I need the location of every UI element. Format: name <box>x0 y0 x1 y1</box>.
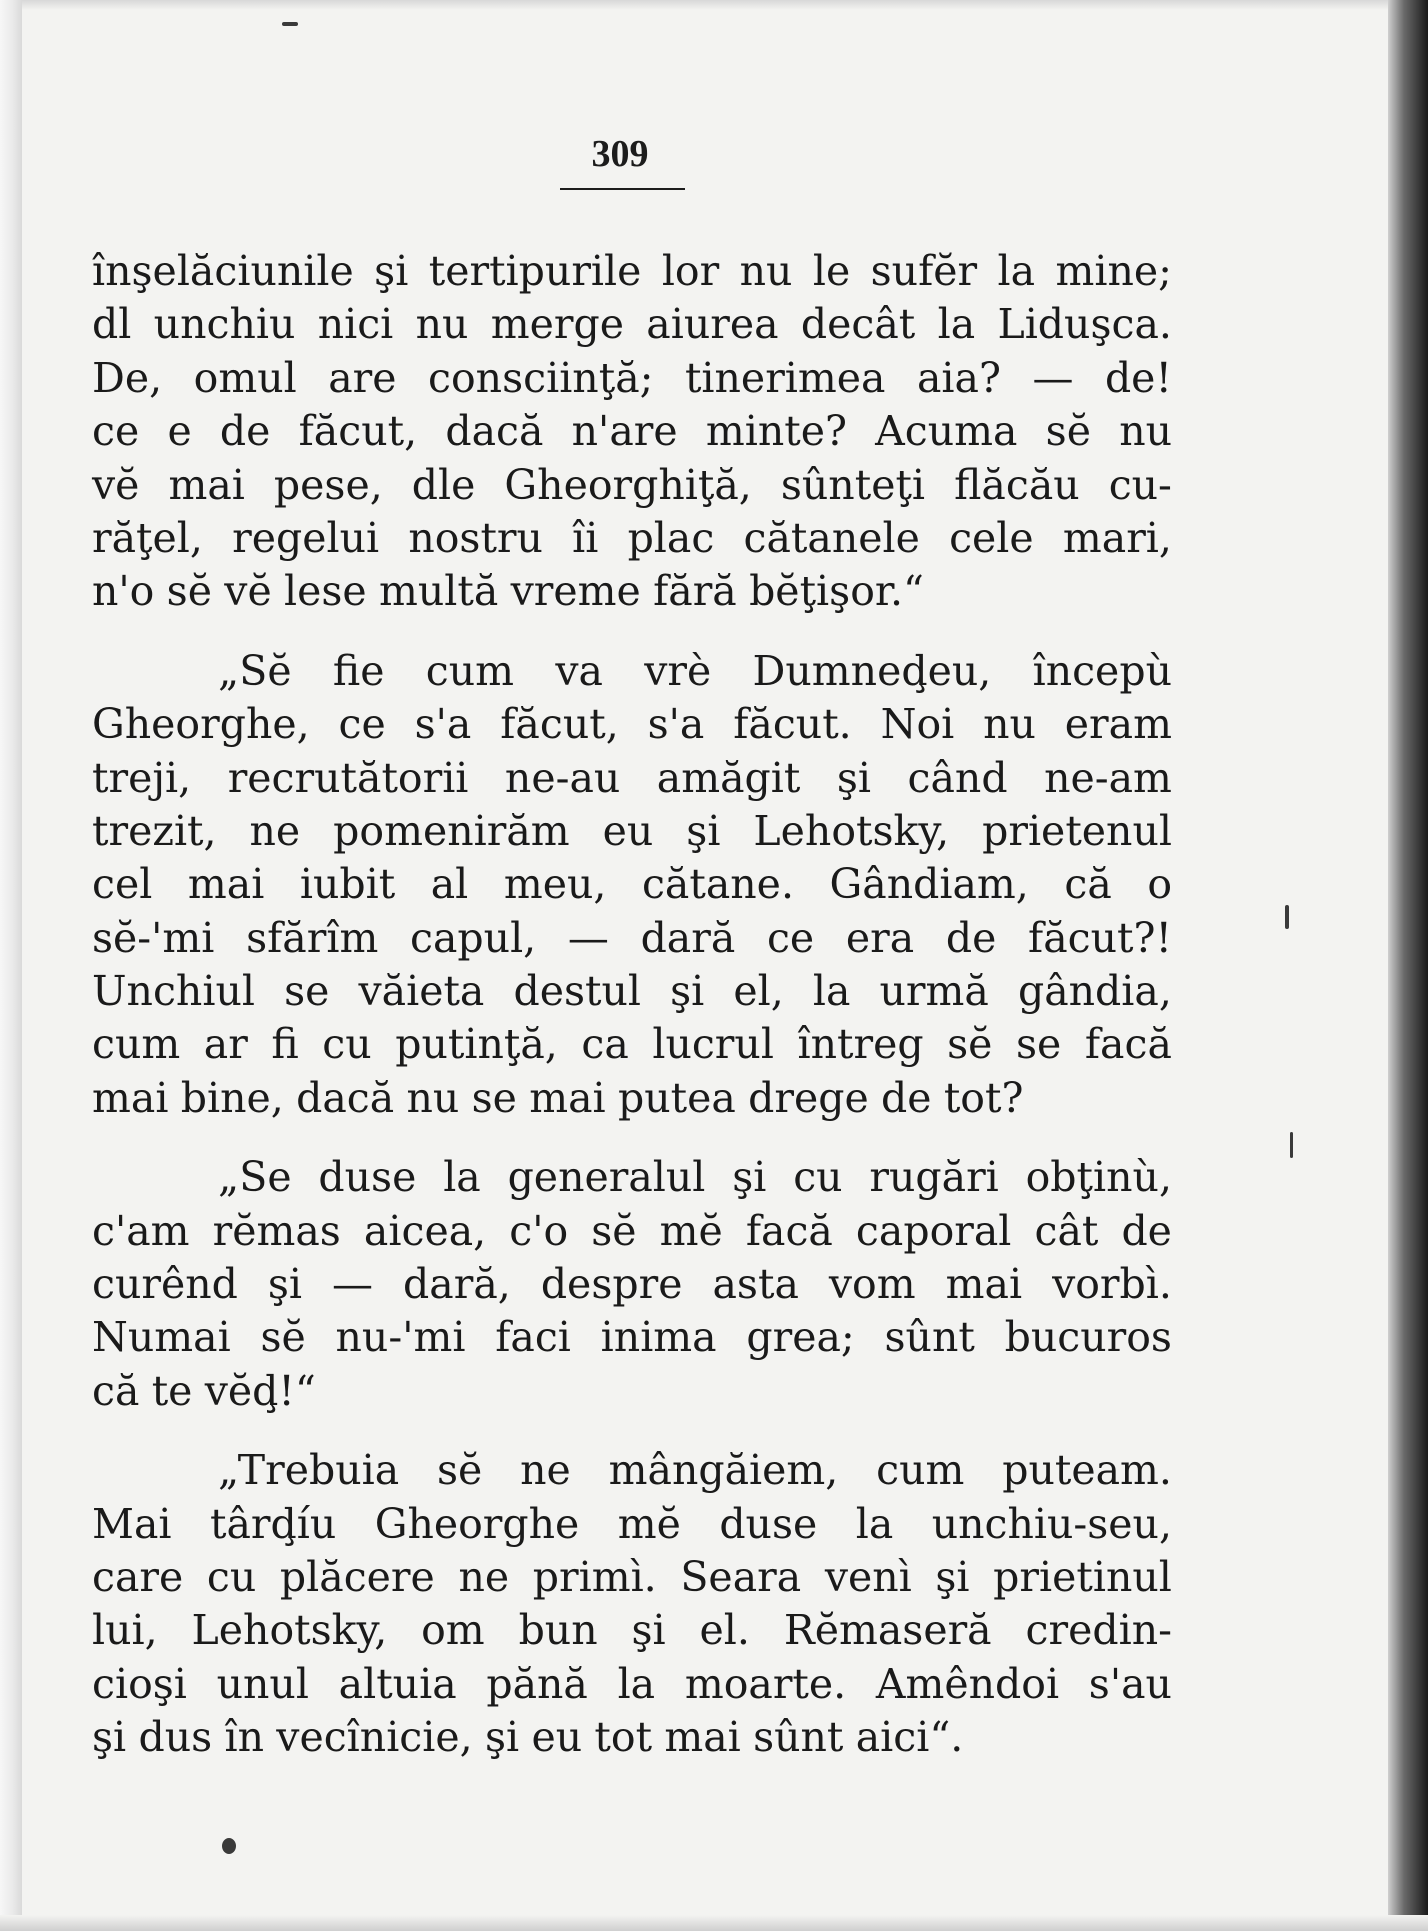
word: se <box>471 1073 517 1122</box>
word: treji, <box>92 753 192 802</box>
word: la <box>855 1499 894 1548</box>
word: venì <box>824 1552 912 1601</box>
text-line <box>92 1205 1172 1258</box>
word: că <box>1064 860 1112 909</box>
body-text <box>92 245 1172 1765</box>
word: vreme <box>510 567 641 616</box>
word: cu <box>206 1552 257 1601</box>
word: cum <box>92 1020 181 1069</box>
word: de <box>219 407 271 456</box>
word: e <box>167 407 192 456</box>
word: dară <box>640 913 736 962</box>
word: s'au <box>1088 1659 1172 1708</box>
word: vĕ <box>92 460 140 509</box>
word: obţinù, <box>1025 1153 1172 1202</box>
word: răţel, <box>92 513 203 562</box>
text-line <box>92 1365 1172 1418</box>
word: fără <box>653 567 737 616</box>
word: cu <box>793 1153 843 1202</box>
word: sĕ <box>260 1313 306 1362</box>
word: drege <box>748 1073 869 1122</box>
word: — <box>1032 353 1074 402</box>
word: c'o <box>509 1206 569 1255</box>
word: plac <box>627 513 715 562</box>
paragraph <box>92 1444 1172 1764</box>
word: târḑíu <box>209 1499 337 1548</box>
word: de! <box>1104 353 1172 402</box>
word: „Se <box>218 1153 292 1202</box>
word: sĕ-'mi <box>92 913 215 962</box>
word: şi <box>836 753 872 802</box>
word: făcut?! <box>1028 913 1172 962</box>
text-line <box>92 698 1172 751</box>
text-line <box>92 1444 1172 1497</box>
text-line <box>92 1551 1172 1604</box>
word: credin- <box>1025 1606 1172 1655</box>
paragraph <box>92 245 1172 619</box>
text-line <box>92 1072 1172 1125</box>
word: nu <box>739 247 793 295</box>
word: pese, <box>273 460 383 509</box>
word: cel <box>92 860 153 909</box>
word: sĕ <box>591 1206 637 1255</box>
word: sĕ <box>947 1020 993 1069</box>
text-line <box>92 858 1172 911</box>
word: — <box>567 913 609 962</box>
word: flăcău <box>954 460 1080 509</box>
word: Numai <box>92 1313 231 1362</box>
word: regelui <box>232 513 380 562</box>
word: Amêndoi <box>875 1659 1060 1708</box>
word: sfărîm <box>246 913 379 962</box>
word: tot <box>594 1713 653 1762</box>
word: bun <box>518 1606 598 1655</box>
page-bottom-edge-shadow <box>0 1915 1428 1931</box>
page-number: 309 <box>591 133 649 175</box>
word: putea <box>617 1073 736 1122</box>
word: duse <box>318 1153 417 1202</box>
word: curênd <box>92 1260 238 1309</box>
word: şi <box>670 967 705 1016</box>
word: în <box>224 1713 264 1762</box>
word: prietinul <box>993 1552 1172 1601</box>
word: iubit <box>299 860 396 909</box>
word: el, <box>733 967 784 1016</box>
ink-speck <box>1290 1132 1293 1158</box>
word: consciinţă; <box>428 353 654 402</box>
word: întreg <box>797 1020 924 1069</box>
word: eram <box>1064 700 1172 749</box>
word: dară, <box>403 1260 511 1309</box>
text-line <box>92 965 1172 1018</box>
ink-speck <box>282 22 298 26</box>
word: şi <box>732 1153 767 1202</box>
word: tot? <box>943 1073 1024 1122</box>
word: Rĕmaseră <box>783 1606 992 1655</box>
word: nu <box>415 300 469 349</box>
word: sufĕr <box>870 247 978 295</box>
word: tinerimea <box>684 353 886 402</box>
word: bucuros <box>1004 1313 1172 1362</box>
word: vom <box>828 1260 916 1309</box>
word: ce <box>338 700 386 749</box>
word: cătanele <box>743 513 920 562</box>
word: caporal <box>855 1206 1012 1255</box>
word: fi <box>271 1020 299 1069</box>
word: ne-am <box>1044 753 1172 802</box>
page-left-edge-shadow <box>0 0 22 1931</box>
text-line <box>92 1258 1172 1311</box>
word: prietenul <box>982 806 1172 855</box>
word: mai <box>529 1073 606 1122</box>
word: ar <box>203 1020 248 1069</box>
word: îi <box>572 513 599 562</box>
word: lese <box>284 567 367 616</box>
word: şi <box>935 1552 970 1601</box>
word: la <box>997 247 1036 295</box>
word: ne <box>458 1552 510 1601</box>
word: Unchiul <box>92 967 255 1016</box>
word: de <box>945 913 997 962</box>
word: ne <box>249 806 301 855</box>
word: Acuma <box>875 407 1018 456</box>
word: capul, <box>410 913 537 962</box>
word: primì. <box>532 1552 657 1601</box>
text-line <box>92 459 1172 512</box>
word: înşelăciunile <box>92 247 354 295</box>
word: cum <box>425 646 515 695</box>
text-line <box>92 1018 1172 1071</box>
word: dacă <box>296 1073 395 1122</box>
word: mai <box>168 460 245 509</box>
text-line <box>92 645 1172 698</box>
text-line <box>92 245 1172 298</box>
word: generalul <box>507 1153 706 1202</box>
word: sĕ <box>1045 407 1091 456</box>
text-line <box>92 752 1172 805</box>
word: se <box>284 967 330 1016</box>
word: multă <box>379 567 499 616</box>
word: unchiu-seu, <box>931 1499 1172 1548</box>
word: bine, <box>180 1073 284 1122</box>
word: era <box>845 913 915 962</box>
word: meu, <box>503 860 607 909</box>
text-line <box>92 352 1172 405</box>
word: el. <box>699 1606 750 1655</box>
text-line <box>92 298 1172 351</box>
word: Noi <box>880 700 955 749</box>
word: Liduşca. <box>997 300 1172 349</box>
word: Gheorghe, <box>92 700 310 749</box>
text-line <box>92 565 1172 618</box>
word: bĕţişor.“ <box>749 567 924 616</box>
word: sûnt <box>753 1713 844 1762</box>
word: om <box>421 1606 485 1655</box>
word: aicea, <box>363 1206 487 1255</box>
word: faci <box>495 1313 571 1362</box>
word: ne-au <box>504 753 621 802</box>
word: mângăiem, <box>608 1446 839 1495</box>
word: altuia <box>338 1659 457 1708</box>
paragraph <box>92 645 1172 1126</box>
page-right-edge-shadow <box>1388 0 1428 1931</box>
word: minte? <box>705 407 847 456</box>
word: grea; <box>746 1313 855 1362</box>
word: vecînicie, <box>276 1713 473 1762</box>
word: aici“. <box>855 1713 964 1762</box>
text-line <box>92 805 1172 858</box>
word: că <box>92 1366 140 1415</box>
paragraph <box>92 1151 1172 1418</box>
word: Lehotsky, <box>753 806 950 855</box>
word: cu- <box>1108 460 1172 509</box>
word: puteam. <box>1002 1446 1172 1495</box>
word: — <box>332 1260 374 1309</box>
text-line <box>92 1151 1172 1204</box>
word: inima <box>600 1313 717 1362</box>
word: vrè <box>644 646 712 695</box>
word: Gheorghiţă, <box>504 460 752 509</box>
text-line <box>92 912 1172 965</box>
word: despre <box>540 1260 683 1309</box>
word: lor <box>661 247 720 295</box>
word: dus <box>138 1713 213 1762</box>
word: te <box>151 1366 193 1415</box>
word: c'am <box>92 1206 190 1255</box>
word: are <box>328 353 397 402</box>
text-line <box>92 1311 1172 1364</box>
word: dle <box>411 460 476 509</box>
word: cu <box>322 1020 372 1069</box>
word: aiurea <box>646 300 779 349</box>
word: începù <box>1032 646 1172 695</box>
word: „Trebuia <box>218 1446 400 1495</box>
word: cele <box>949 513 1034 562</box>
word: ce <box>766 913 815 962</box>
word: văieta <box>358 967 485 1016</box>
word: Dumneḑeu, <box>752 646 992 695</box>
word: care <box>92 1552 184 1601</box>
word: nostru <box>408 513 543 562</box>
word: fie <box>332 646 385 695</box>
text-line <box>92 512 1172 565</box>
word: cioşi <box>92 1659 187 1708</box>
word: Seara <box>680 1552 802 1601</box>
word: nu <box>406 1073 460 1122</box>
word: sûnteţi <box>780 460 926 509</box>
word: rugări <box>869 1153 999 1202</box>
word: de <box>881 1073 932 1122</box>
page-number-underline <box>560 188 685 190</box>
word: se <box>1016 1020 1062 1069</box>
word: destul <box>513 967 642 1016</box>
word: mai <box>945 1260 1023 1309</box>
word: ca <box>581 1020 629 1069</box>
word: mine; <box>1055 247 1172 295</box>
word: la <box>617 1659 656 1708</box>
word: mari, <box>1062 513 1172 562</box>
word: la <box>443 1153 481 1202</box>
word: dacă <box>445 407 544 456</box>
word: Lehotsky, <box>191 1606 388 1655</box>
word: recrutătorii <box>227 753 469 802</box>
word: merge <box>490 300 624 349</box>
word: şi <box>374 247 409 295</box>
word: eu <box>602 806 654 855</box>
word: rĕmas <box>212 1206 341 1255</box>
word: când <box>907 753 1008 802</box>
word: sĕ <box>166 567 212 616</box>
word: lucrul <box>652 1020 774 1069</box>
word: ce <box>92 407 140 456</box>
word: „Sĕ <box>218 646 292 695</box>
word: ne <box>520 1446 571 1495</box>
word: şi <box>92 1713 127 1762</box>
word: Mai <box>92 1499 172 1548</box>
word: pomenirăm <box>333 806 570 855</box>
word: Gheorghe <box>374 1499 580 1548</box>
word: mai <box>664 1713 741 1762</box>
word: vorbì. <box>1052 1260 1172 1309</box>
word: sĕ <box>437 1446 483 1495</box>
word: sûnt <box>884 1313 975 1362</box>
word: făcut, <box>500 700 619 749</box>
word: n'are <box>571 407 678 456</box>
word: nu <box>1119 407 1172 456</box>
word: putinţă, <box>395 1020 558 1069</box>
word: cât <box>1034 1206 1099 1255</box>
ink-speck <box>1285 905 1289 929</box>
word: vĕḑ!“ <box>204 1366 316 1415</box>
word: şi <box>484 1713 520 1762</box>
word: la <box>812 967 851 1016</box>
word: le <box>812 247 851 295</box>
word: trezit, <box>92 806 217 855</box>
word: vĕ <box>224 567 272 616</box>
text-line <box>92 1711 1172 1764</box>
word: gândia, <box>1017 967 1172 1016</box>
word: va <box>555 646 603 695</box>
word: omul <box>193 353 297 402</box>
word: o <box>1147 860 1172 909</box>
word: asta <box>712 1260 799 1309</box>
page-top-edge-shadow <box>0 0 1428 10</box>
word: pănă <box>486 1659 588 1708</box>
word: cătane. <box>641 860 794 909</box>
word: nu <box>983 700 1036 749</box>
word: plăcere <box>279 1552 435 1601</box>
word: mai <box>187 860 265 909</box>
word: dl <box>92 300 132 349</box>
word: şi <box>686 806 721 855</box>
word: al <box>430 860 469 909</box>
word: amăgit <box>656 753 801 802</box>
word: mai <box>92 1073 169 1122</box>
text-line <box>92 1658 1172 1711</box>
word: eu <box>531 1713 583 1762</box>
word: De, <box>92 353 163 402</box>
text-line <box>92 1498 1172 1551</box>
word: de <box>1121 1206 1172 1255</box>
word: n'o <box>92 567 155 616</box>
text-line <box>92 405 1172 458</box>
word: mĕ <box>617 1499 681 1548</box>
word: tertipurile <box>428 247 642 295</box>
word: mĕ <box>659 1206 723 1255</box>
word: făcut, <box>298 407 418 456</box>
word: lui, <box>92 1606 158 1655</box>
ink-speck <box>222 1838 236 1854</box>
word: şi <box>631 1606 666 1655</box>
word: unchiu <box>153 300 296 349</box>
word: făcut. <box>733 700 852 749</box>
word: aia? <box>916 353 1001 402</box>
word: decât <box>800 300 916 349</box>
word: nu-'mi <box>335 1313 466 1362</box>
word: facă <box>1084 1020 1172 1069</box>
word: urmă <box>879 967 989 1016</box>
word: cum <box>876 1446 965 1495</box>
word: Gândiam, <box>829 860 1029 909</box>
word: s'a <box>647 700 705 749</box>
word: la <box>937 300 976 349</box>
word: şi <box>267 1260 303 1309</box>
word: s'a <box>414 700 472 749</box>
word: duse <box>719 1499 818 1548</box>
word: unul <box>216 1659 309 1708</box>
word: nici <box>317 300 394 349</box>
word: facă <box>745 1206 833 1255</box>
text-line <box>92 1604 1172 1657</box>
word: moarte. <box>684 1659 847 1708</box>
